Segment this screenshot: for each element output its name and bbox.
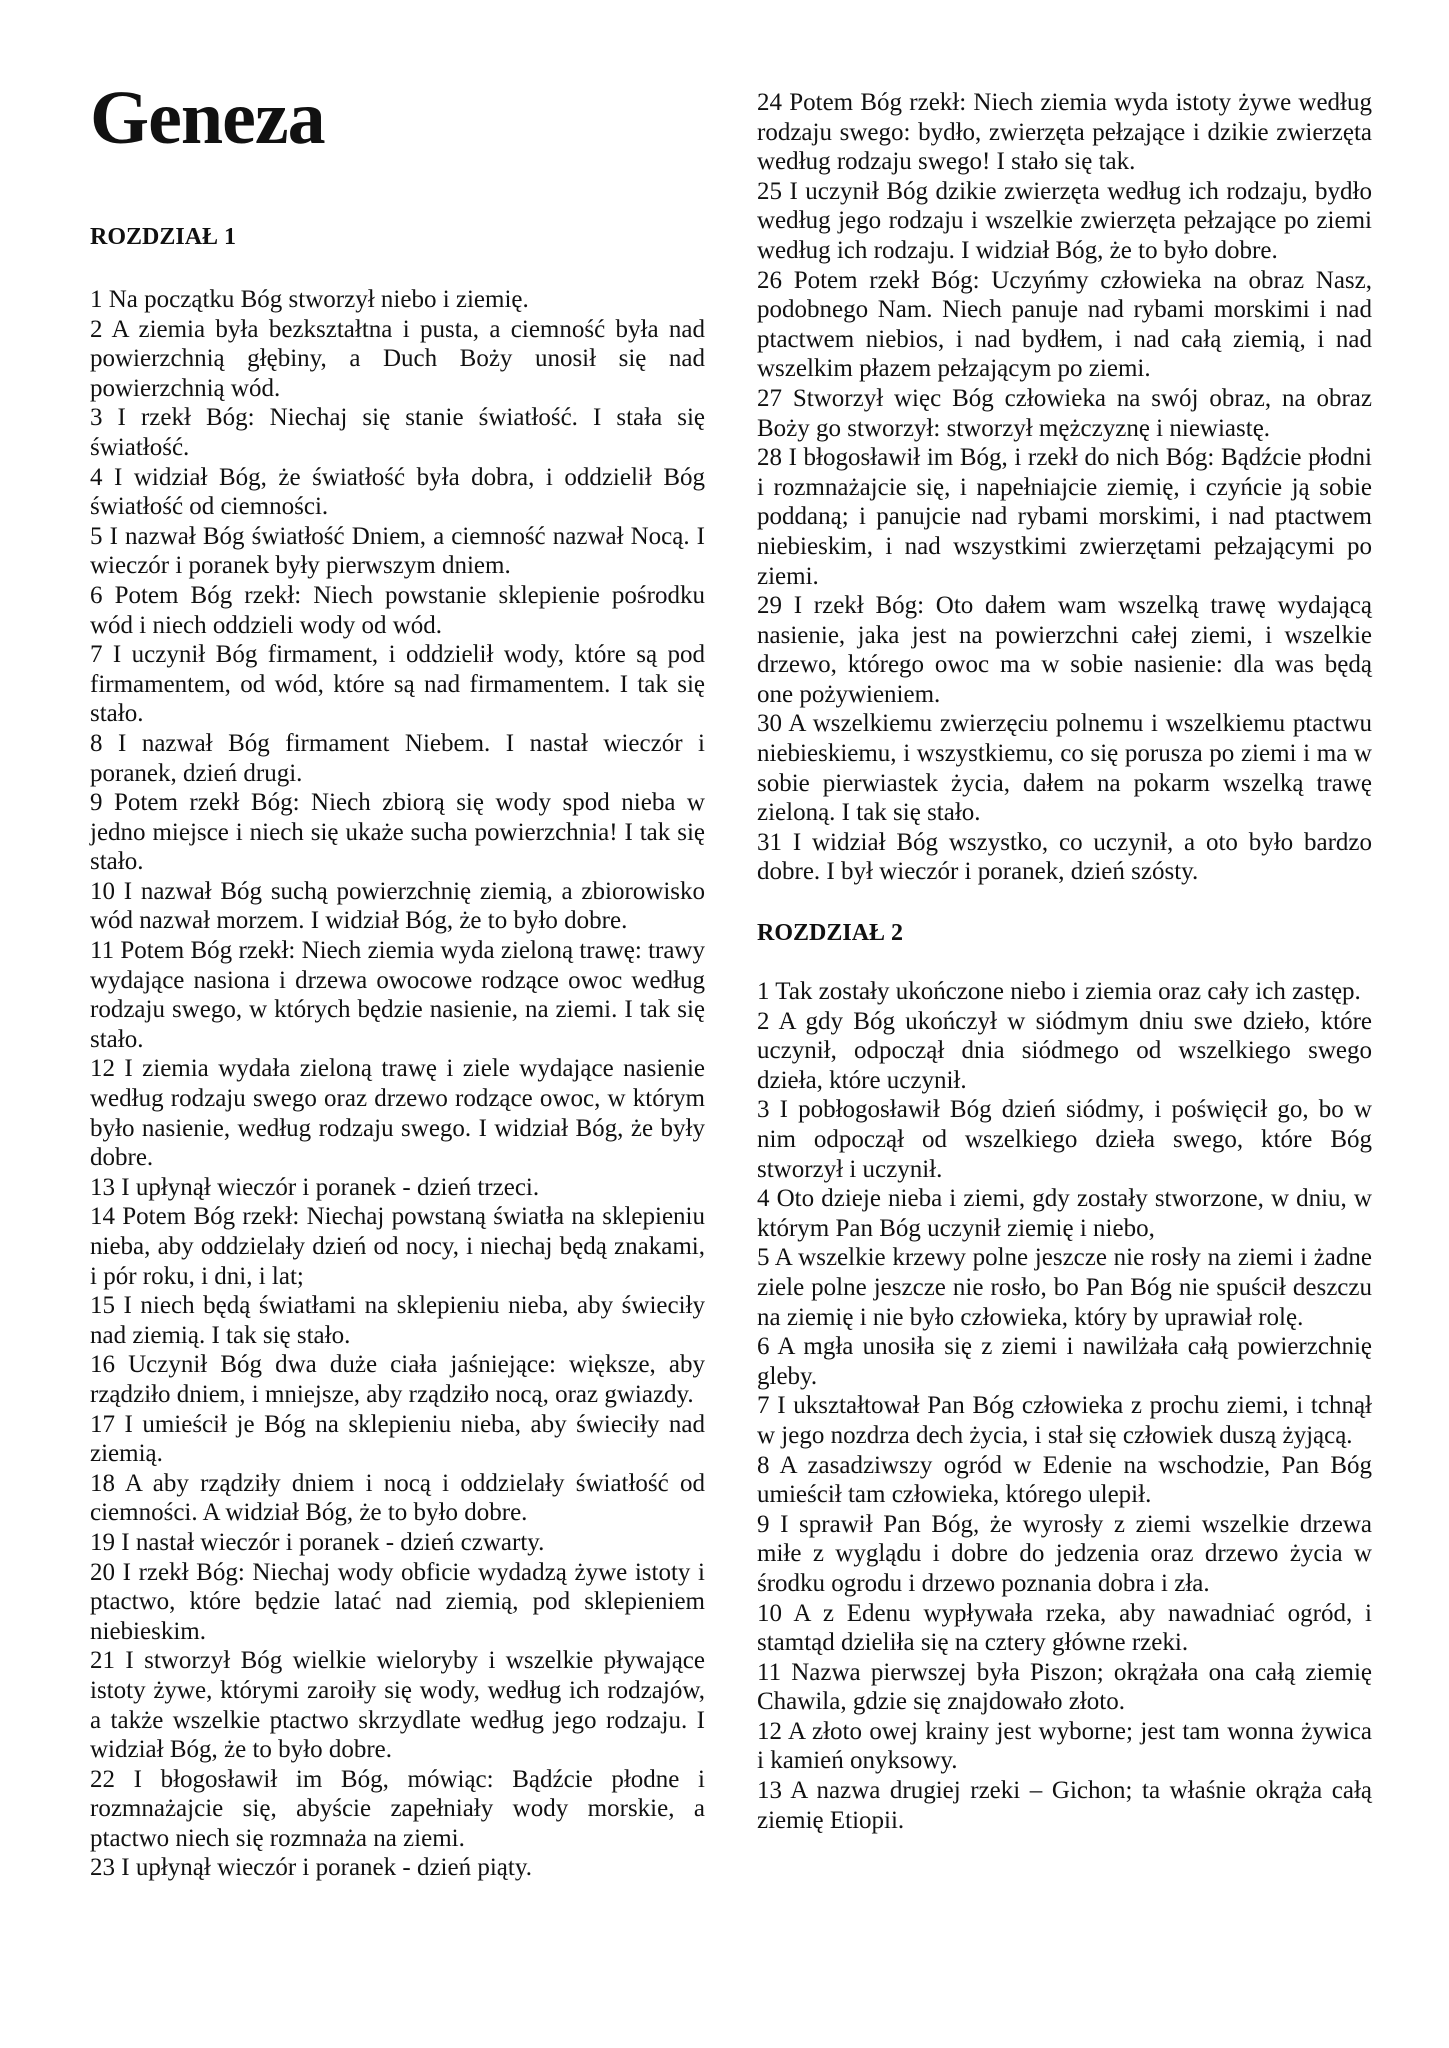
verse: 17 I umieścił je Bóg na sklepieniu nieba, aby świeciły nad ziemią. bbox=[90, 1410, 705, 1468]
verse: 3 I rzekł Bóg: Niechaj się stanie światłość. I stała się światłość. bbox=[90, 404, 705, 461]
verse: 24 Potem Bóg rzekł: Niech ziemia wyda istoty żywe według rodzaju swego: bydło, zwierzęta pełzające i dzikie zwierzęta według rodzaju swego! I stało się tak. bbox=[757, 89, 1372, 176]
verse: 29 I rzekł Bóg: Oto dałem wam wszelką trawę wydającą nasienie, jaka jest na powierzchni całej ziemi, i wszelkie drzewo, którego owoc ma w sobie nasienie: dla was będą one pożywieniem. bbox=[757, 592, 1372, 708]
verse: 4 Oto dzieje nieba i ziemi, gdy zostały stworzone, w dniu, w którym Pan Bóg uczynił ziemię i niebo, bbox=[757, 1185, 1372, 1242]
verse: 9 Potem rzekł Bóg: Niech zbiorą się wody spod nieba w jedno miejsce i niech się ukaże sucha powierzchnia! I tak się stało. bbox=[90, 789, 705, 876]
verse: 6 A mgła unosiła się z ziemi i nawilżała całą powierzchnię gleby. bbox=[757, 1333, 1372, 1390]
verse: 15 I niech będą światłami na sklepieniu nieba, aby świeciły nad ziemią. I tak się stało. bbox=[90, 1292, 705, 1349]
verse: 1 Na początku Bóg stworzył niebo i ziemię. bbox=[90, 286, 529, 313]
verse: 13 A nazwa drugiej rzeki – Gichon; ta właśnie okrąża całą ziemię Etiopii. bbox=[757, 1777, 1372, 1834]
verse-list bbox=[757, 88, 1372, 887]
page-title: Geneza bbox=[90, 76, 325, 160]
verse: 19 I nastał wieczór i poranek - dzień czwarty. bbox=[90, 1528, 545, 1556]
right-column bbox=[757, 88, 1372, 1835]
verse: 3 I pobłogosławił Bóg dzień siódmy, i poświęcił go, bo w nim odpoczął od wszelkiego dzieła swego, które Bóg stworzył i uczynił. bbox=[757, 1096, 1372, 1183]
verse-list bbox=[757, 977, 1372, 1835]
verse: 22 I błogosławił im Bóg, mówiąc: Bądźcie płodne i rozmnażajcie się, abyście zapełniały wody morskie, a ptactwo niech się rozmnaża na ziemi. bbox=[90, 1765, 705, 1852]
verse: 20 I rzekł Bóg: Niechaj wody obficie wydadzą żywe istoty i ptactwo, które będzie latać nad ziemią, pod sklepieniem niebieskim. bbox=[90, 1558, 705, 1645]
verse: 5 A wszelkie krzewy polne jeszcze nie rosły na ziemi i żadne ziele polne jeszcze nie rosło, bo Pan Bóg nie spuścił deszczu na ziemię i nie było człowieka, który by uprawiał rolę. bbox=[757, 1244, 1372, 1331]
verse: 31 I widział Bóg wszystko, co uczynił, a oto było bardzo dobre. I był wieczór i poranek, dzień szósty. bbox=[757, 828, 1372, 886]
verse: 12 I ziemia wydała zieloną trawę i ziele wydające nasienie według rodzaju swego oraz drzewo rodzące owoc, w którym było nasienie, według rodzaju swego. I widział Bóg, że były dobre. bbox=[90, 1055, 705, 1172]
verse: 12 A złoto owej krainy jest wyborne; jest tam wonna żywica i kamień onyksowy. bbox=[757, 1717, 1372, 1775]
verse: 11 Potem Bóg rzekł: Niech ziemia wyda zieloną trawę: trawy wydające nasiona i drzewa owocowe rodzące owoc według rodzaju swego, w których będzie nasienie, na ziemi. I tak się stało. bbox=[90, 937, 705, 1053]
verse: 9 I sprawił Pan Bóg, że wyrosły z ziemi wszelkie drzewa miłe z wyglądu i dobre do jedzenia oraz drzewo życia w środku ogrodu i drzewo poznania dobra i zła. bbox=[757, 1510, 1372, 1597]
verse: 26 Potem rzekł Bóg: Uczyńmy człowieka na obraz Nasz, podobnego Nam. Niech panuje nad rybami morskimi i nad ptactwem niebios, i nad bydłem, i nad całą ziemią, i nad wszelkim płazem pełzającym po ziemi. bbox=[757, 266, 1372, 383]
verse: 5 I nazwał Bóg światłość Dniem, a ciemność nazwał Nocą. I wieczór i poranek były pierwszym dniem. bbox=[90, 522, 705, 580]
verse: 7 I uczynił Bóg firmament, i oddzielił wody, które są pod firmamentem, od wód, które są nad firmamentem. I tak się stało. bbox=[90, 641, 705, 728]
left-column bbox=[90, 78, 705, 1883]
chapter-heading: ROZDZIAŁ 1 bbox=[90, 224, 237, 250]
verse: 25 I uczynił Bóg dzikie zwierzęta według ich rodzaju, bydło według jego rodzaju i wszelkie zwierzęta pełzające po ziemi według ich rodzaju. I widział Bóg, że to było dobre. bbox=[757, 177, 1372, 264]
verse-list bbox=[90, 285, 705, 1883]
verse: 18 A aby rządziły dniem i nocą i oddzielały światłość od ciemności. A widział Bóg, że to było dobre. bbox=[90, 1469, 705, 1527]
verse: 27 Stworzył więc Bóg człowieka na swój obraz, na obraz Boży go stworzył: stworzył mężczyznę i niewiastę. bbox=[757, 384, 1372, 442]
verse: 21 I stworzył Bóg wielkie wieloryby i wszelkie pływające istoty żywe, którymi zaroiły się wody, według ich rodzajów, a także wszelkie ptactwo skrzydlate według jego rodzaju. I widział Bóg, że to było dobre. bbox=[90, 1647, 705, 1764]
verse: 4 I widział Bóg, że światłość była dobra, i oddzielił Bóg światłość od ciemności. bbox=[90, 463, 705, 521]
verse: 6 Potem Bóg rzekł: Niech powstanie sklepienie pośrodku wód i niech oddzieli wody od wód. bbox=[90, 581, 705, 639]
verse: 10 I nazwał Bóg suchą powierzchnię ziemią, a zbiorowisko wód nazwał morzem. I widział Bóg, że to było dobre. bbox=[90, 877, 705, 935]
verse: 2 A ziemia była bezkształtna i pusta, a ciemność była nad powierzchnią głębiny, a Duch Boży unosił się nad powierzchnią wód. bbox=[90, 315, 705, 402]
verse: 1 Tak zostały ukończone niebo i ziemia oraz cały ich zastęp. bbox=[757, 978, 1361, 1006]
verse: 2 A gdy Bóg ukończył w siódmym dniu swe dzieło, które uczynił, odpoczął dnia siódmego od wszelkiego swego dzieła, które uczynił. bbox=[757, 1007, 1372, 1094]
verse: 13 I upłynął wieczór i poranek - dzień trzeci. bbox=[90, 1173, 540, 1201]
verse: 11 Nazwa pierwszej była Piszon; okrążała ona całą ziemię Chawila, gdzie się znajdowało złoto. bbox=[757, 1658, 1372, 1716]
verse: 30 A wszelkiemu zwierzęciu polnemu i wszelkiemu ptactwu niebieskiemu, i wszystkiemu, co się porusza po ziemi i ma w sobie pierwiastek życia, dałem na pokarm wszelką trawę zieloną. I tak się stało. bbox=[757, 710, 1372, 827]
verse: 28 I błogosławił im Bóg, i rzekł do nich Bóg: Bądźcie płodni i rozmnażajcie się, i napełniajcie ziemię, i czyńcie ją sobie poddaną; i panujcie nad rybami morskimi, i nad ptactwem niebieskim, i nad wszystkimi zwierzętami pełzającymi po ziemi. bbox=[757, 444, 1372, 590]
verse: 23 I upłynął wieczór i poranek - dzień piąty. bbox=[90, 1854, 532, 1882]
verse: 7 I ukształtował Pan Bóg człowieka z prochu ziemi, i tchnął w jego nozdrza dech życia, i stał się człowiek duszą żyjącą. bbox=[757, 1392, 1372, 1449]
verse: 8 I nazwał Bóg firmament Niebem. I nastał wieczór i poranek, dzień drugi. bbox=[90, 729, 705, 787]
verse: 10 A z Edenu wypływała rzeka, aby nawadniać ogród, i stamtąd dzieliła się na cztery główne rzeki. bbox=[757, 1599, 1372, 1657]
verse: 14 Potem Bóg rzekł: Niechaj powstaną światła na sklepieniu nieba, aby oddzielały dzień od nocy, i niechaj będą znakami, i pór roku, i dni, i lat; bbox=[90, 1203, 705, 1290]
verse: 8 A zasadziwszy ogród w Edenie na wschodzie, Pan Bóg umieścił tam człowieka, którego ulepił. bbox=[757, 1451, 1372, 1509]
verse: 16 Uczynił Bóg dwa duże ciała jaśniejące: większe, aby rządziło dniem, i mniejsze, aby rządziło nocą, oraz gwiazdy. bbox=[90, 1351, 705, 1408]
chapter-heading: ROZDZIAŁ 2 bbox=[757, 920, 904, 947]
